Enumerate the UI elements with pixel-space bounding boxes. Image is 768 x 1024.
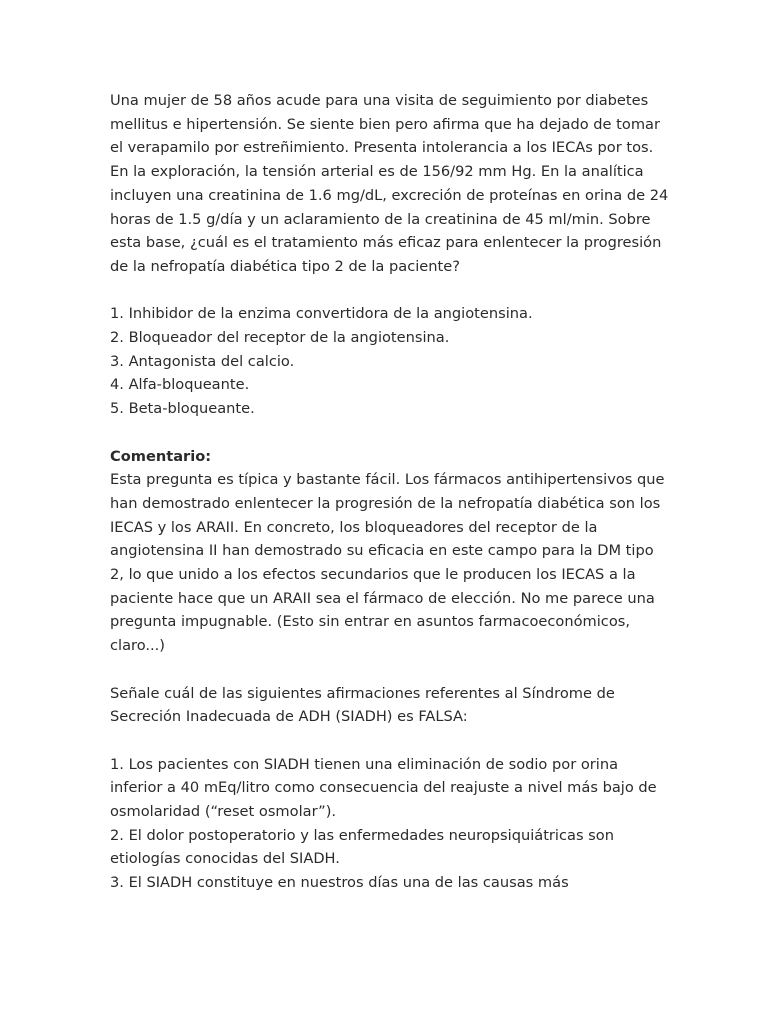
question-1-option-3: 3. Antagonista del calcio.	[110, 352, 295, 370]
question-2-option-2: 2. El dolor postoperatorio y las enfermedades neuropsiquiátricas son etiologías conocidas del SIADH.	[110, 826, 614, 868]
question-2-option-3: 3. El SIADH constituye en nuestros días una de las causas más	[110, 874, 569, 892]
document-page	[110, 89, 670, 895]
question-2-stem: Señale cuál de las siguientes afirmaciones referentes al Síndrome de Secreción Inadecuada de ADH (SIADH) es FALSA:	[110, 684, 615, 726]
comment-body: Esta pregunta es típica y bastante fácil. Los fármacos antihipertensivos que han demostrado enlentecer la progresión de la nefropatía diabética son los IECAS y los ARAII. En concreto, los bloqueadores del receptor de la angiotensina II han demostrado su eficacia en este campo para la DM tipo 2, lo que unido a los efectos secundarios que le producen los IECAS a la paciente hace que un ARAII sea el fármaco de elección. No me parece una pregunta impugnable. (Esto sin entrar en asuntos farmacoeconómicos, claro...)	[110, 471, 665, 655]
question-2-option-1: 1. Los pacientes con SIADH tienen una eliminación de sodio por orina inferior a 40 mEq/litro como consecuencia del reajuste a nivel más bajo de osmolaridad (“reset osmolar”).	[110, 755, 657, 821]
question-1-stem: Una mujer de 58 años acude para una visita de seguimiento por diabetes mellitus e hipertensión. Se siente bien pero afirma que ha dejado de tomar el verapamilo por estreñimiento. Presenta intolerancia a los IECAs por tos. En la exploración, la tensión arterial es de 156/92 mm Hg. En la analítica incluyen una creatinina de 1.6 mg/dL, excreción de proteínas en orina de 24 horas de 1.5 g/día y un aclaramiento de la creatinina de 45 ml/min. Sobre esta base, ¿cuál es el tratamiento más eficaz para enlentecer la progresión de la nefropatía diabética tipo 2 de la paciente?	[110, 92, 669, 275]
comment-heading: Comentario:	[110, 447, 212, 465]
question-1-option-1: 1. Inhibidor de la enzima convertidora de la angiotensina.	[110, 305, 533, 323]
paragraph-gap	[110, 279, 670, 303]
question-1-option-2: 2. Bloqueador del receptor de la angiotensina.	[110, 329, 450, 347]
paragraph-gap	[110, 729, 670, 753]
question-1-options	[110, 302, 670, 421]
question-2-options	[110, 753, 670, 895]
question-1-option-5: 5. Beta-bloqueante.	[110, 400, 255, 418]
paragraph-gap	[110, 658, 670, 682]
question-1-option-4: 4. Alfa-bloqueante.	[110, 376, 250, 394]
paragraph-gap	[110, 421, 670, 445]
